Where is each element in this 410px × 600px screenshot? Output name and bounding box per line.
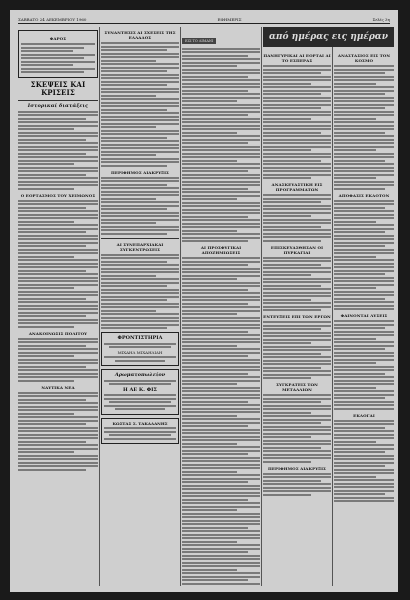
header-title: ΕΦΗΜΕΡΙΣ [217, 16, 242, 22]
article-heading: ΦΑΙΝΟΝΤΑΙ ΛΥΣΕΙΣ [340, 313, 388, 318]
column-rule [261, 27, 262, 586]
column-3 [182, 27, 260, 586]
article-heading: ΑΠΟΦΑΣΙΣ ΕΚΔΟΤΟΝ [338, 192, 390, 198]
ad-name: ΜΙΧΑΗΛ ΜΙΧΑΗΛΙΔΗ [117, 349, 163, 355]
column-2 [101, 27, 179, 586]
article-heading: Ο ΕΟΡΤΑΣΜΟΣ ΤΟΥ ΧΕΙΜΩΝΟΣ [20, 192, 96, 198]
article-heading: ΣΥΝΑΝΤΗΣΙΣ ΑΙ ΣΧΕΣΕΙΣ ΤΗΣ ΕΛΛΑΔΟΣ [104, 30, 176, 40]
section-heading: ΣΚΕΨΕΙΣ ΚΑΙ ΚΡΙΣΕΙΣ [30, 79, 86, 97]
masthead-box [18, 30, 98, 78]
column-1 [18, 27, 98, 586]
section-tag: ΕΙΣ ΤΟ ΛΙΜΑΝΙ [182, 38, 216, 44]
article-heading: ΕΠΙΣΚΕΥΑΣΘΗΣΑΝ ΟΙ ΠΥΡΚΑΓΙΑΙ [270, 244, 324, 255]
article-heading: ΑΝΑΚΟΙΝΩΣΙΣ ΠΟΛΙΤΟΥ [28, 330, 88, 336]
box-title: ΦΑΡΟΣ [49, 36, 67, 41]
article-heading: ΕΝΤΕΥΞΕΙΣ ΕΠΙ ΤΩΝ ΕΡΓΩΝ [263, 314, 331, 319]
header-page: Σελίς 3η [372, 16, 390, 22]
advertisement [101, 369, 179, 415]
article-heading: ΕΚΛΟΓΑΙ [353, 412, 375, 418]
article-heading: ΑΝΑΣΚΕΥΑΣΤΙΚΗ ΕΙΣ ΠΡΟΓΡΑΜΜΑΤΩΝ [271, 182, 323, 192]
column-4 [263, 50, 331, 586]
running-header [18, 15, 390, 24]
article-heading: ΝΑΥΤΙΚΑ ΝΕΑ [41, 384, 75, 390]
ad-name: Η ΑΕ Κ. ΦΙΣ [123, 386, 157, 393]
advertisement [101, 332, 179, 366]
column-5 [334, 50, 394, 586]
section-masthead: από ημέρας εις ημέραν [263, 27, 394, 47]
column-rule [180, 27, 181, 586]
ad-name: ΚΩΣΤΑΣ Σ. ΤΑΚΑΔΑΝΗΣ [112, 420, 168, 426]
article-heading: ΠΕΡΙΦΗΜΟΣ ΔΙΑΚΡΥΞΙΣ [111, 169, 169, 175]
article-heading: ΑΙ ΣΥΝΕΠΑΡΧΙΑΚΑΙ ΣΥΓΚΕΝΤΡΩΣΕΙΣ [116, 241, 164, 252]
article-heading: ΠΕΡΙΦΗΜΟΣ ΔΙΑΚΡΥΞΙΣ [268, 465, 326, 471]
ad-title: Αρωματοπωλείον [114, 372, 166, 378]
column-rule [332, 27, 333, 586]
column-rule [99, 27, 100, 586]
section-subheading: Ιστορικαί διατάξεις [27, 102, 89, 109]
article-heading: ΠΑΝΗΓΥΡΙΚΑΙ ΑΙ ΕΟΡΤΑΙ ΔΙ ΤΟ ΕΣΠΕΡΑΣ [263, 53, 331, 63]
newspaper-page [10, 10, 398, 592]
header-date: ΣΑΒΒΑΤΟ 24 ΔΕΚΕΜΒΡΙΟΥ 1960 [18, 16, 87, 22]
ad-title: ΦΡΟΝΤΙΣΤΗΡΙΑ [117, 335, 163, 341]
article-heading: ΣΥΓΚΡΑΤΕΙΣ ΤΩΝ ΜΕΤΑΛΛΙΩΝ [276, 382, 318, 392]
article-heading: ΑΝΑΣΤΑΣΙΟΣ ΕΙΣ ΤΟΝ ΚΟΣΜΟ [337, 53, 391, 63]
article-heading: ΑΙ ΠΡΟΣΦΥΓΙΚΑΙ ΑΠΟΖΗΜΙΩΣΕΙΣ [200, 245, 242, 255]
advertisement [101, 418, 179, 445]
